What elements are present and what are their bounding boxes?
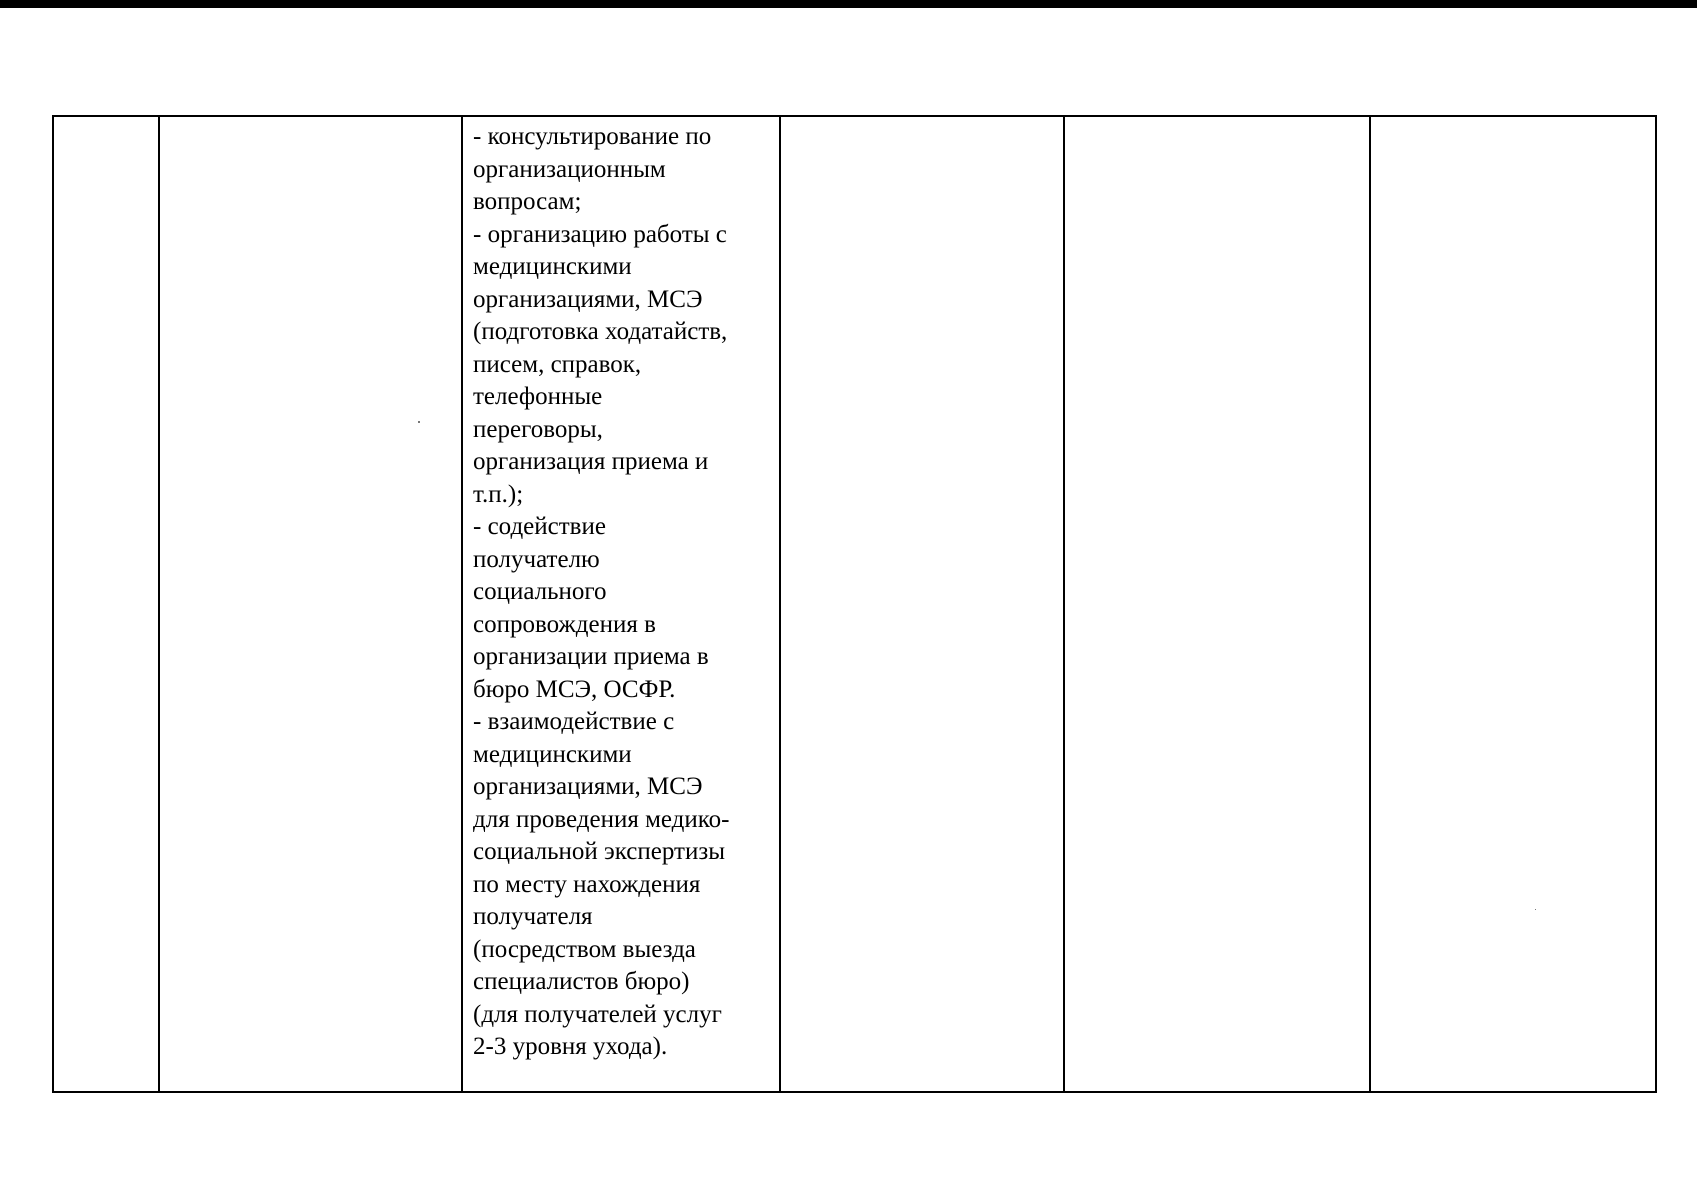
- text-line: телефонные: [473, 383, 603, 410]
- table-cell-6: [1370, 116, 1656, 1092]
- scan-speck: [418, 421, 420, 423]
- text-line: организациями, МСЭ: [473, 285, 703, 313]
- text-line: переговоры,: [473, 415, 603, 443]
- text-line: организации приема в: [473, 643, 709, 670]
- text-line: - содействие: [473, 513, 606, 540]
- text-line: для проведения медико-: [473, 805, 730, 833]
- text-line: организациями, МСЭ: [473, 773, 703, 800]
- text-line: т.п.);: [473, 480, 524, 508]
- text-line: бюро МСЭ, ОСФР.: [473, 675, 676, 703]
- table-cell-4: [780, 116, 1064, 1092]
- text-line: социальной экспертизы: [473, 838, 726, 865]
- text-line: получателю: [473, 545, 600, 573]
- text-line: организация приема и: [473, 448, 709, 475]
- table-cell-1: [53, 116, 159, 1092]
- text-line: сопровождения в: [473, 610, 656, 638]
- table-cell-3: [462, 116, 780, 1092]
- text-line: - организацию работы с: [473, 220, 727, 248]
- text-line: медицинскими: [473, 740, 632, 768]
- text-line: - консультирование по: [473, 123, 712, 150]
- service-description-text: [463, 117, 779, 1064]
- document-table: [52, 115, 1657, 1093]
- table-row: [53, 116, 1656, 1092]
- text-line: организационным: [473, 155, 666, 183]
- top-border-band: [0, 0, 1697, 8]
- text-line: получателя: [473, 903, 593, 930]
- text-line: (подготовка ходатайств,: [473, 318, 728, 345]
- table-cell-5: [1064, 116, 1370, 1092]
- text-line: специалистов бюро): [473, 968, 690, 995]
- text-line: писем, справок,: [473, 350, 642, 378]
- text-line: 2-3 уровня ухода).: [473, 1033, 668, 1060]
- text-line: (посредством выезда: [473, 935, 696, 963]
- text-line: по месту нахождения: [473, 870, 701, 898]
- text-line: медицинскими: [473, 253, 632, 280]
- scan-speck: [1535, 909, 1536, 910]
- text-line: вопросам;: [473, 188, 582, 215]
- text-line: социального: [473, 578, 607, 605]
- text-line: (для получателей услуг: [473, 1000, 722, 1028]
- text-line: - взаимодействие с: [473, 708, 675, 735]
- table-cell-2: [159, 116, 462, 1092]
